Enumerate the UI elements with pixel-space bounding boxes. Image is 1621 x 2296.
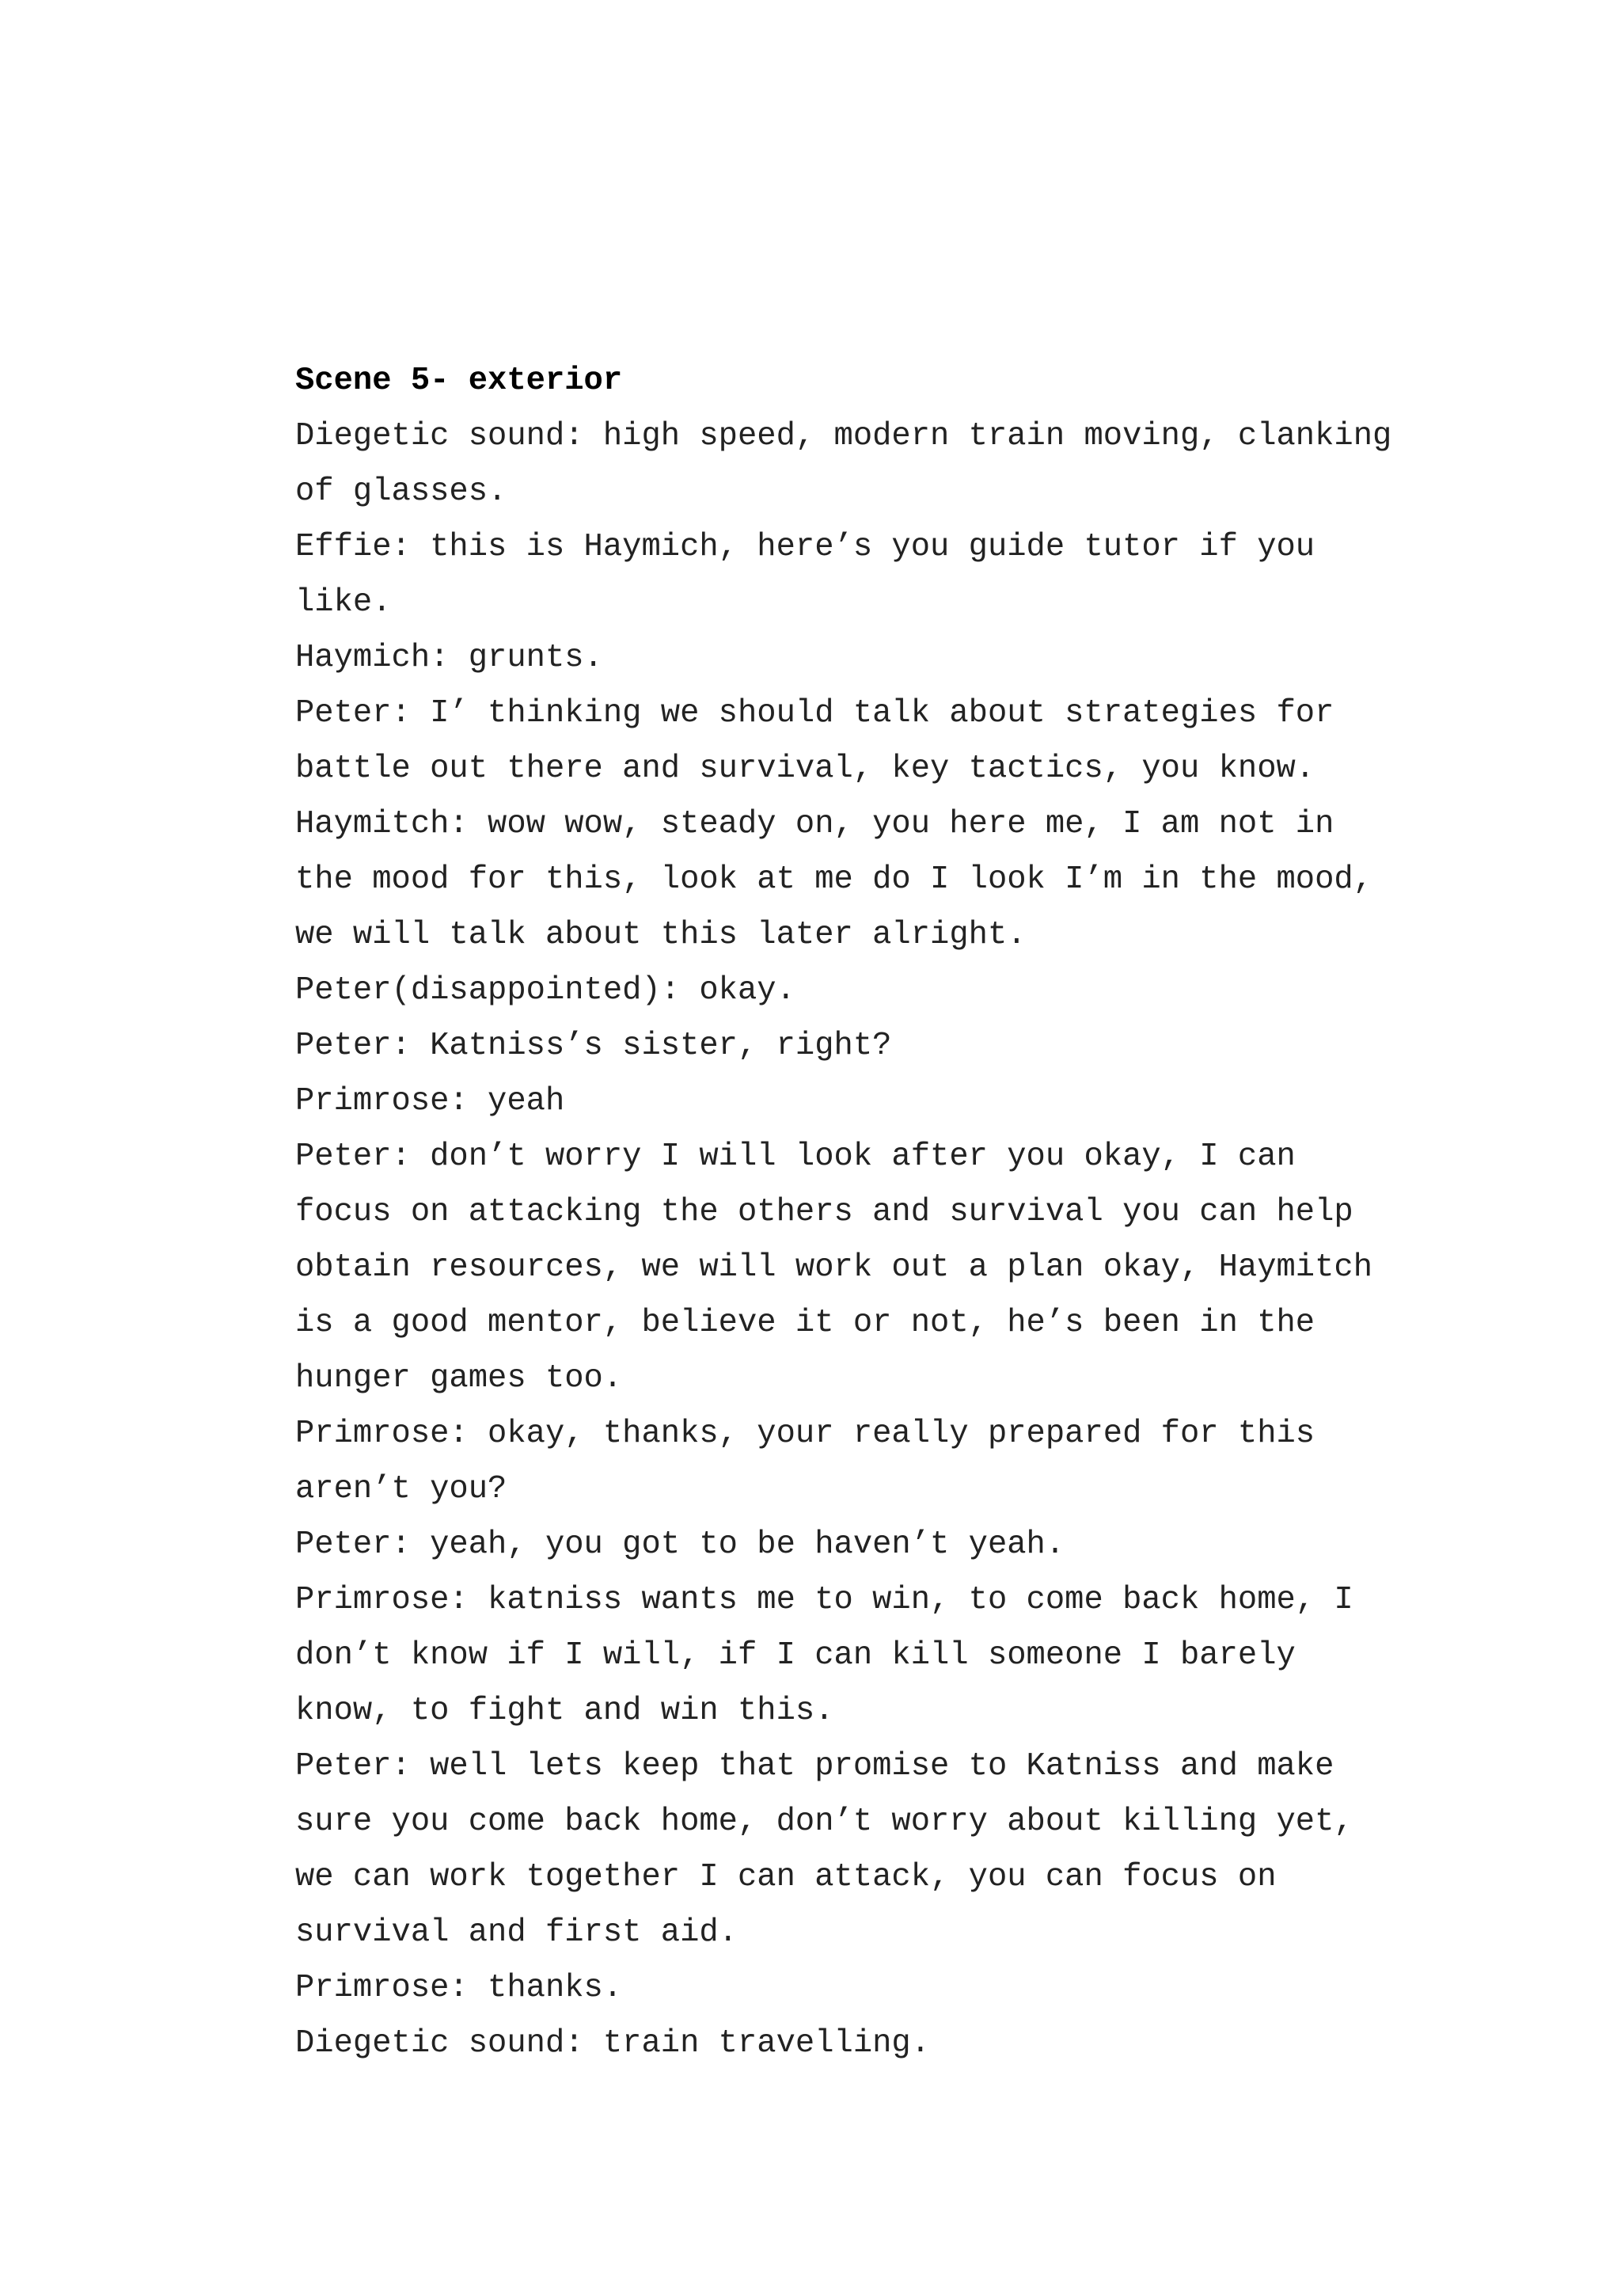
scene-heading: Scene 5- exterior <box>295 363 623 399</box>
script-line: don’t know if I will, if I can kill someone I barely <box>295 1637 1296 1674</box>
script-line: hunger games too. <box>295 1360 623 1397</box>
script-line: Peter: I’ thinking we should talk about strategies for <box>295 695 1334 732</box>
script-line: Haymitch: wow wow, steady on, you here me, I am not in <box>295 806 1334 842</box>
script-line: Peter: Katniss’s sister, right? <box>295 1028 892 1064</box>
script-line: focus on attacking the others and survival you can help <box>295 1194 1353 1230</box>
script-line: Peter: don’t worry I will look after you okay, I can <box>295 1138 1296 1175</box>
script-line: Primrose: yeah <box>295 1083 565 1119</box>
script-line: is a good mentor, believe it or not, he’s been in the <box>295 1305 1315 1341</box>
script-line: aren’t you? <box>295 1471 507 1507</box>
script-line: know, to fight and win this. <box>295 1693 834 1729</box>
script-body <box>295 358 1498 2076</box>
script-line: obtain resources, we will work out a plan okay, Haymitch <box>295 1249 1373 1286</box>
script-line: battle out there and survival, key tactics, you know. <box>295 751 1315 787</box>
script-line: Primrose: thanks. <box>295 1970 623 2006</box>
script-line: Peter: yeah, you got to be haven’t yeah. <box>295 1526 1065 1563</box>
script-line: Diegetic sound: train travelling. <box>295 2025 931 2062</box>
script-line: Diegetic sound: high speed, modern train moving, clanking <box>295 418 1392 454</box>
script-line: of glasses. <box>295 473 507 510</box>
script-line: Haymich: grunts. <box>295 640 603 676</box>
script-line: the mood for this, look at me do I look I’m in the mood, <box>295 861 1373 898</box>
script-line: sure you come back home, don’t worry about killing yet, <box>295 1804 1353 1840</box>
script-line: survival and first aid. <box>295 1914 738 1951</box>
script-line: we will talk about this later alright. <box>295 917 1027 953</box>
script-line: we can work together I can attack, you can focus on <box>295 1859 1277 1895</box>
script-line: Peter(disappointed): okay. <box>295 972 795 1009</box>
script-line: Primrose: katniss wants me to win, to come back home, I <box>295 1582 1353 1618</box>
script-line: like. <box>295 584 392 621</box>
script-line: Peter: well lets keep that promise to Katniss and make <box>295 1748 1334 1785</box>
script-line: Primrose: okay, thanks, your really prepared for this <box>295 1416 1315 1452</box>
script-line: Effie: this is Haymich, here’s you guide tutor if you <box>295 529 1315 565</box>
